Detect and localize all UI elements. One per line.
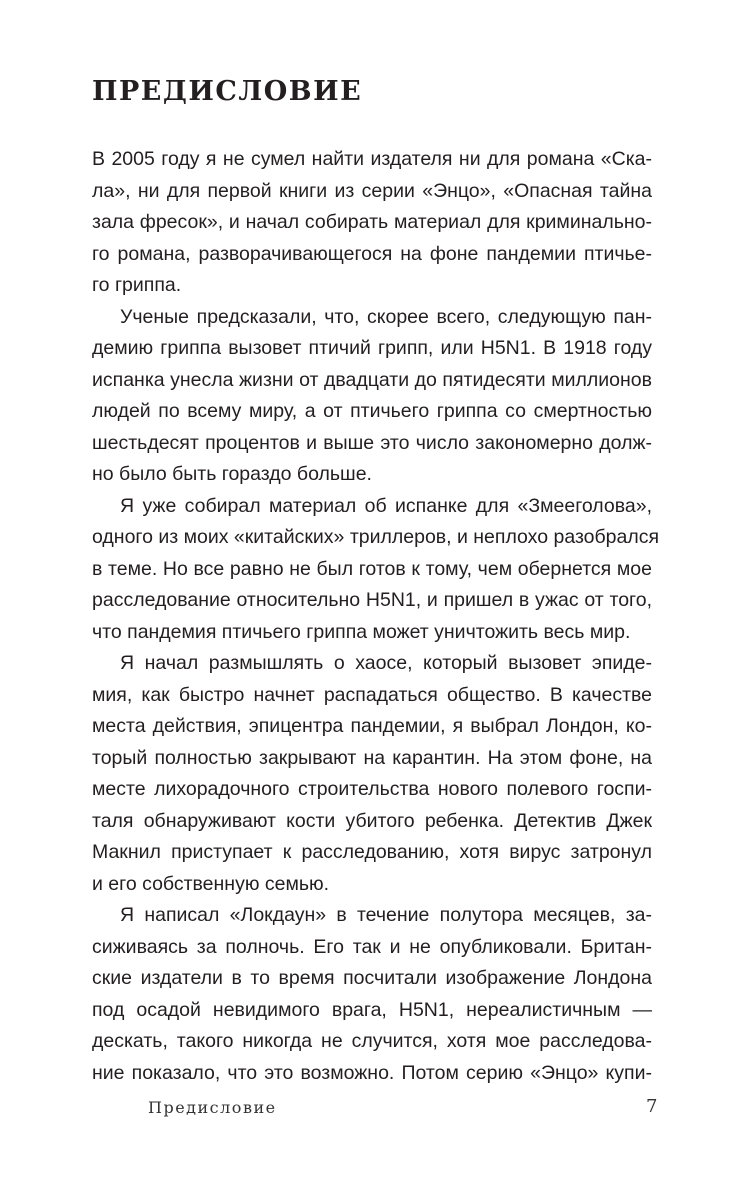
text-line: месте лихорадочного строительства нового полевого госпи-	[92, 778, 652, 800]
page-number: 7	[646, 1096, 658, 1117]
text-line: дескать, такого никогда не случится, хотя мое расследова-	[92, 1030, 652, 1052]
paragraph	[92, 302, 652, 491]
text-line: людей по всему миру, а от птичьего гриппа со смертностью	[92, 400, 652, 422]
text-line: го гриппа.	[92, 274, 182, 296]
text-line: что пандемия птичьего гриппа может уничтожить весь мир.	[92, 620, 631, 643]
text-line: сиживаясь за полночь. Его так и не опубликовали. Британ-	[92, 935, 652, 958]
text-line: го романа, разворачивающегося на фоне пандемии птичье-	[92, 242, 652, 265]
paragraph	[92, 648, 652, 900]
text-line: таля обнаруживают кости убитого ребенка. Детектив Джек	[92, 809, 652, 832]
chapter-heading: ПРЕДИСЛОВИЕ	[92, 76, 363, 107]
text-line: под осадой невидимого врага, H5N1, нереалистичным —	[92, 998, 652, 1021]
text-line: Ученые предсказали, что, скорее всего, следующую пан-	[120, 305, 652, 328]
text-line: ские издатели в то время посчитали изображение Лондона	[92, 967, 652, 989]
text-line: демию гриппа вызовет птичий грипп, или H5N1. В 1918 году	[92, 337, 652, 359]
text-line: места действия, эпицентра пандемии, я выбрал Лондон, ко-	[92, 715, 652, 737]
text-line: Я начал размышлять о хаосе, который вызовет эпиде-	[120, 652, 652, 674]
text-line: расследование относительно H5N1, и пришел в ужас от того,	[92, 589, 652, 611]
body-text	[92, 144, 660, 1089]
running-title: Предисловие	[148, 1098, 277, 1117]
text-line: в теме. Но все равно не был готов к тому, чем обернется мое	[92, 557, 652, 580]
text-line: но было быть гораздо больше.	[92, 463, 372, 485]
text-line: ла», ни для первой книги из серии «Энцо», «Опасная тайна	[92, 179, 652, 202]
text-line: Я написал «Локдаун» в течение полутора месяцев, за-	[120, 904, 652, 926]
text-line: торый полностью закрывают на карантин. На этом фоне, на	[92, 746, 652, 769]
text-line: ние показало, что это возможно. Потом серию «Энцо» купи-	[92, 1061, 652, 1084]
text-line: и его собственную семью.	[92, 872, 330, 895]
text-line: зала фресок», и начал собирать материал для криминально-	[92, 211, 652, 233]
paragraph	[92, 144, 652, 302]
text-line: шестьдесят процентов и выше это число закономерно долж-	[92, 431, 652, 454]
text-line: мия, как быстро начнет распадаться общество. В качестве	[92, 683, 652, 706]
paragraph	[92, 491, 660, 649]
text-line: испанка унесла жизни от двадцати до пятидесяти миллионов	[92, 368, 652, 391]
paragraph	[92, 900, 652, 1089]
text-line: В 2005 году я не сумел найти издателя ни для романа «Ска-	[92, 148, 652, 170]
text-line: Макнил приступает к расследованию, хотя вирус затронул	[92, 841, 652, 863]
text-line: Я уже собирал материал об испанке для «Змееголова»,	[120, 494, 652, 517]
text-line: одного из моих «китайских» триллеров, и неплохо разобрался	[92, 526, 660, 548]
